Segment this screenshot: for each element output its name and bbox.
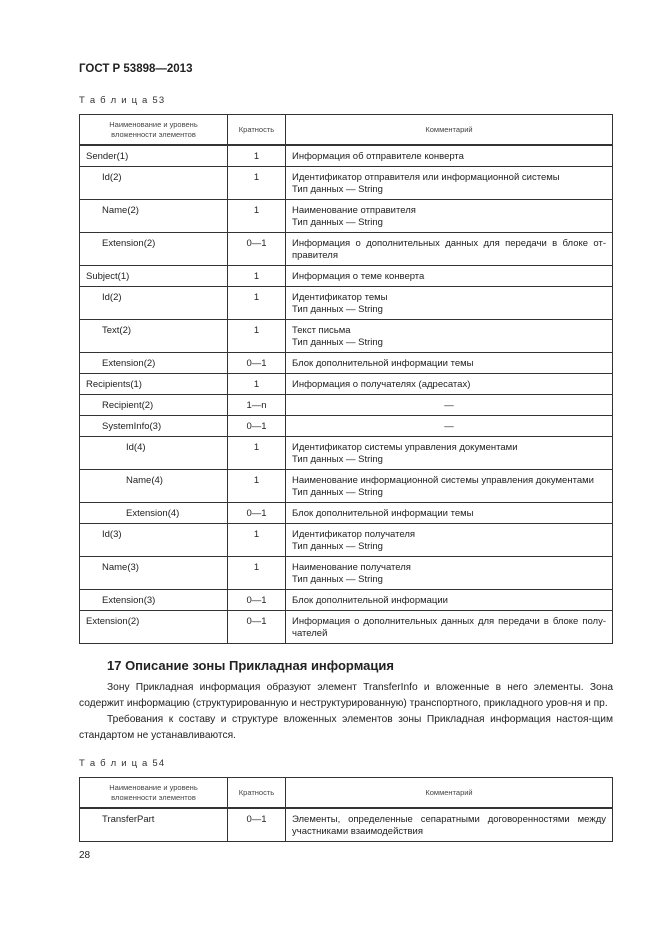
name-cell [80,437,228,470]
comment-text: — [444,421,454,432]
multiplicity: 1 [228,145,286,167]
name-cell [80,611,228,644]
multiplicity: 1 [228,524,286,557]
comment-type: Тип данных — String [292,541,383,552]
comment-text: Блок дополнительной информации [292,595,448,606]
multiplicity: 0—1 [228,233,286,266]
name-cell [80,590,228,611]
comment [286,167,613,200]
multiplicity: 1 [228,200,286,233]
element-name: Extension(4) [126,508,180,519]
comment [286,524,613,557]
comment-text: Элементы, определенные сепаратными договоренностями между участниками взаимодействия [292,814,606,837]
table-row [80,437,613,470]
comment-text: Идентификатор системы управления документами [292,442,518,453]
multiplicity: 1 [228,266,286,287]
comment-text: Информация об отправителе конверта [292,151,464,162]
comment [286,557,613,590]
column-header-comment: Комментарий [286,778,613,809]
element-name: Sender(1) [86,151,129,162]
name-cell [80,557,228,590]
table-53-caption: Т а б л и ц а 53 [79,95,166,106]
table-row [80,353,613,374]
name-cell [80,167,228,200]
comment [286,374,613,395]
comment-text: Блок дополнительной информации темы [292,358,474,369]
table-row [80,470,613,503]
element-name: Name(4) [126,475,163,486]
paragraph-2: Требования к составу и структуре вложенных элементов зоны Прикладная информация настоя-щим стандартом не устанавливаются. [79,714,613,741]
element-name: Extension(2) [86,616,140,627]
element-name: Extension(2) [102,358,156,369]
page-number: 28 [79,850,91,861]
table-row [80,395,613,416]
comment-text: Идентификатор получателя [292,529,416,540]
element-name: TransferPart [102,814,155,825]
name-cell [80,470,228,503]
comment [286,416,613,437]
multiplicity: 1 [228,470,286,503]
name-cell [80,416,228,437]
comment-type: Тип данных — String [292,487,383,498]
element-name: Extension(2) [102,238,156,249]
comment [286,503,613,524]
document-header: ГОСТ Р 53898—2013 [79,63,193,75]
element-name: Id(2) [102,292,122,303]
multiplicity: 1 [228,374,286,395]
table-54-caption: Т а б л и ц а 54 [79,758,166,769]
multiplicity: 0—1 [228,590,286,611]
comment [286,395,613,416]
comment [286,287,613,320]
comment-type: Тип данных — String [292,454,383,465]
element-name: Name(2) [102,205,139,216]
table-row [80,145,613,167]
comment-text: Идентификатор отправителя или информационной системы [292,172,560,183]
column-header-name: Наименование и уровень вложенности элементов [80,115,228,146]
multiplicity: 1 [228,167,286,200]
comment-text: Информация о дополнительных данных для передачи в блоке полу-чателей [292,616,606,639]
multiplicity: 1 [228,437,286,470]
comment [286,590,613,611]
name-cell [80,233,228,266]
table-row [80,200,613,233]
table-row [80,287,613,320]
element-name: Text(2) [102,325,132,336]
name-cell [80,524,228,557]
element-name: Recipient(2) [102,400,154,411]
multiplicity: 1 [228,320,286,353]
comment-text: Текст письма [292,325,351,336]
comment [286,200,613,233]
comment [286,470,613,503]
comment-text: Наименование получателя [292,562,411,573]
table-row [80,416,613,437]
element-name: Id(4) [126,442,146,453]
column-header-multiplicity: Кратность [228,115,286,146]
column-header-comment: Комментарий [286,115,613,146]
comment-type: Тип данных — String [292,184,383,195]
table-row [80,233,613,266]
comment-text: Блок дополнительной информации темы [292,508,474,519]
element-name: SystemInfo(3) [102,421,162,432]
table-row [80,167,613,200]
element-name: Id(2) [102,172,122,183]
element-name: Recipients(1) [86,379,142,390]
table-row [80,524,613,557]
table-53 [79,114,613,644]
comment [286,266,613,287]
paragraph-1: Зону Прикладная информация образуют элемент TransferInfo и вложенные в него элементы. Зона содержит информацию (структурированную и неструктурированную) транспортного, прикладного уров-ня и пр. [79,682,613,709]
comment-type: Тип данных — String [292,337,383,348]
multiplicity: 0—1 [228,503,286,524]
table-row [80,374,613,395]
comment [286,353,613,374]
comment [286,437,613,470]
section-title: 17 Описание зоны Прикладная информация [107,658,394,673]
comment [286,233,613,266]
name-cell [80,266,228,287]
table-row [80,320,613,353]
multiplicity: 1 [228,287,286,320]
comment [286,808,613,842]
name-cell [80,287,228,320]
column-header-name: Наименование и уровень вложенности элементов [80,778,228,809]
table-row [80,808,613,842]
table-54 [79,777,613,842]
comment-type: Тип данных — String [292,574,383,585]
comment-text: Информация о получателях (адресатах) [292,379,471,390]
comment-type: Тип данных — String [292,304,383,315]
comment-text: Идентификатор темы [292,292,388,303]
name-cell [80,374,228,395]
name-cell [80,320,228,353]
element-name: Subject(1) [86,271,130,282]
multiplicity: 0—1 [228,611,286,644]
element-name: Name(3) [102,562,139,573]
multiplicity: 0—1 [228,808,286,842]
name-cell [80,503,228,524]
multiplicity: 0—1 [228,353,286,374]
comment [286,320,613,353]
table-row [80,557,613,590]
comment-text: Информация о теме конверта [292,271,425,282]
comment [286,611,613,644]
name-cell [80,353,228,374]
comment-text: — [444,400,454,411]
column-header-multiplicity: Кратность [228,778,286,809]
multiplicity: 0—1 [228,416,286,437]
comment-text: Наименование информационной системы управления документами [292,475,594,486]
table-row [80,503,613,524]
name-cell [80,808,228,842]
comment [286,145,613,167]
table-row [80,590,613,611]
table-row [80,266,613,287]
name-cell [80,200,228,233]
comment-type: Тип данных — String [292,217,383,228]
element-name: Extension(3) [102,595,156,606]
name-cell [80,145,228,167]
multiplicity: 1 [228,557,286,590]
element-name: Id(3) [102,529,122,540]
name-cell [80,395,228,416]
multiplicity: 1—n [228,395,286,416]
table-row [80,611,613,644]
comment-text: Наименование отправителя [292,205,416,216]
comment-text: Информация о дополнительных данных для передачи в блоке от-правителя [292,238,606,261]
